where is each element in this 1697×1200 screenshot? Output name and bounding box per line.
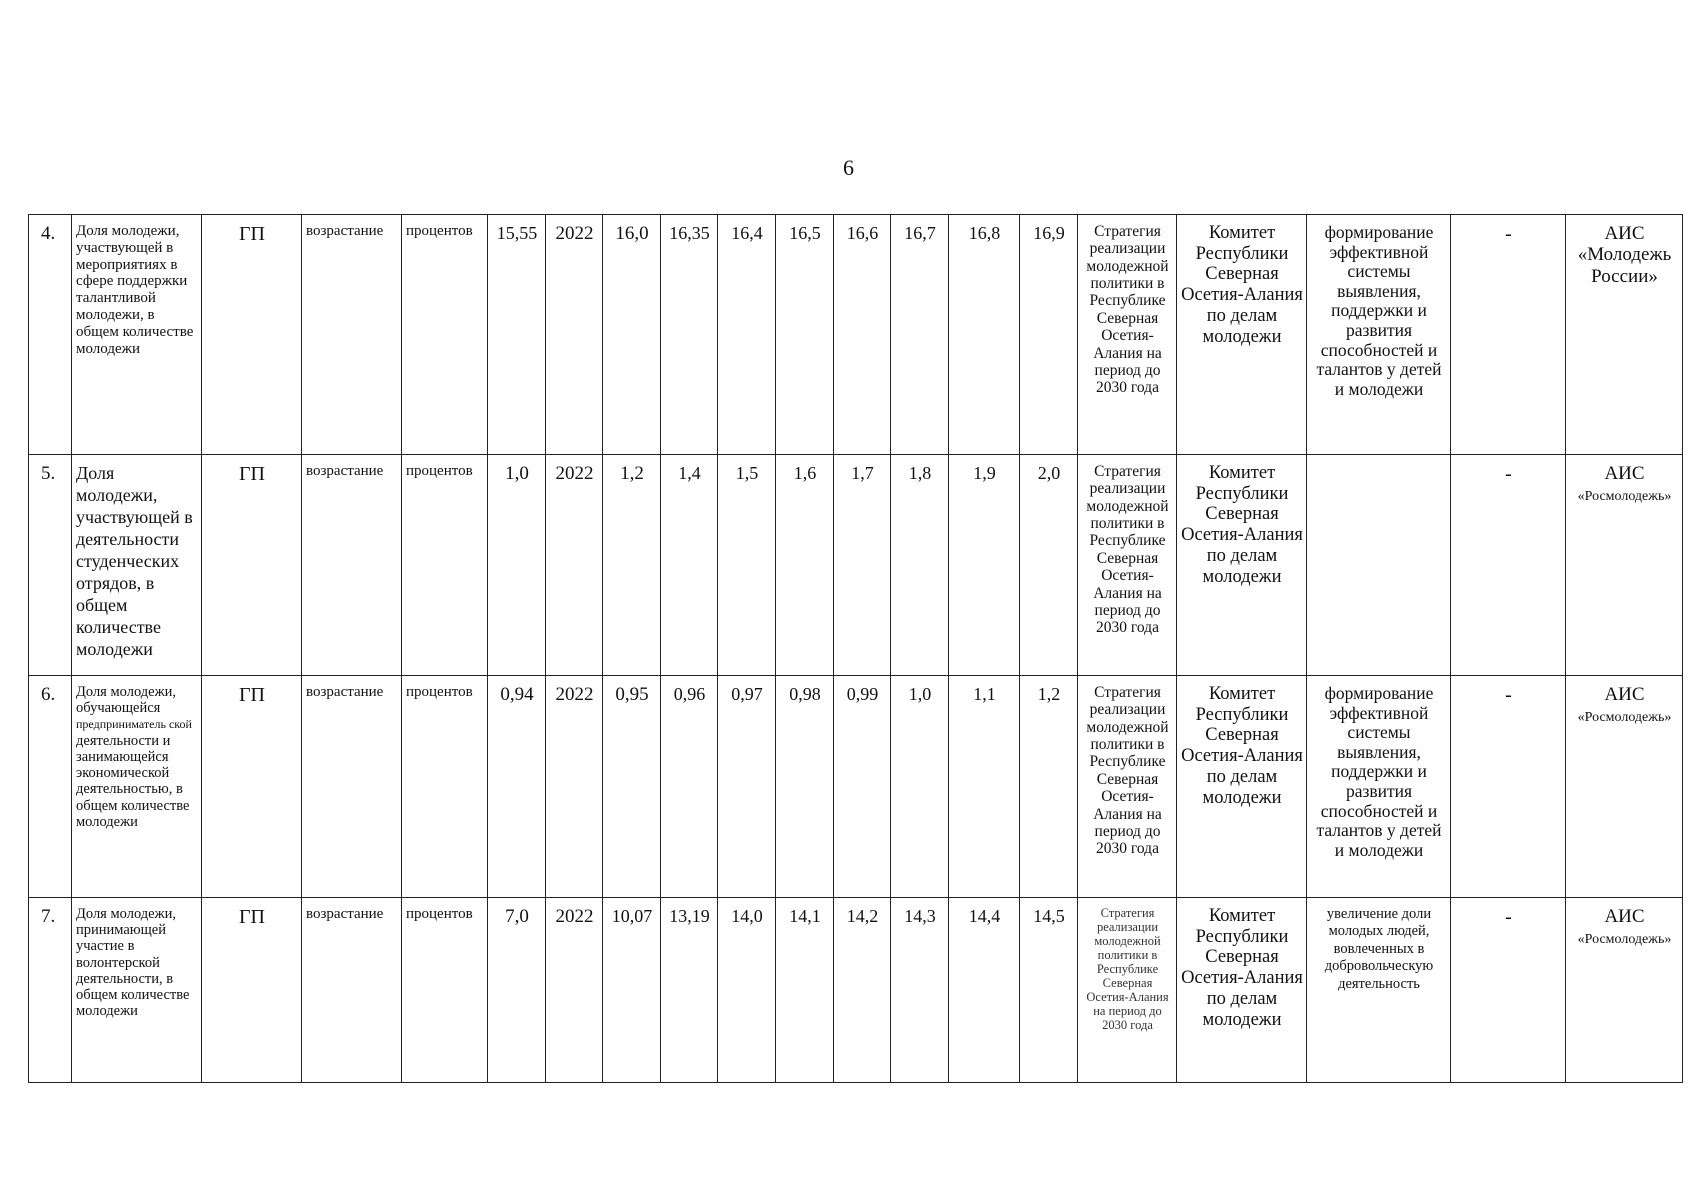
year-value: 0,95 [603, 676, 661, 898]
indicator-level: ГП [202, 676, 302, 898]
base-value: 7,0 [488, 898, 546, 1083]
row-number: 4. [29, 215, 72, 455]
indicator-name-part: предприниматель ской [76, 717, 192, 732]
base-year: 2022 [546, 215, 603, 455]
base-year: 2022 [546, 455, 603, 676]
information-system [1566, 898, 1683, 1083]
responsible-body: Комитет Республики Северная Осетия-Алания по делам молодежи [1177, 215, 1307, 455]
information-system [1566, 676, 1683, 898]
year-value: 0,96 [661, 676, 718, 898]
year-value: 16,0 [603, 215, 661, 455]
year-value: 16,35 [661, 215, 718, 455]
table-row [29, 215, 1683, 455]
row-number: 6. [29, 676, 72, 898]
indicator-unit: процентов [402, 676, 488, 898]
year-value: 16,8 [949, 215, 1020, 455]
system-line1: АИС [1604, 463, 1645, 484]
year-value: 14,5 [1020, 898, 1078, 1083]
year-value: 16,7 [891, 215, 949, 455]
year-value: 16,5 [776, 215, 834, 455]
year-value: 1,0 [891, 676, 949, 898]
year-value: 2,0 [1020, 455, 1078, 676]
base-value: 0,94 [488, 676, 546, 898]
year-value: 1,8 [891, 455, 949, 676]
indicator-name: Доля молодежи, принимающей участие в волонтерской деятельности, в общем количестве молодежи [72, 898, 202, 1083]
indicator-unit: процентов [402, 215, 488, 455]
row-number: 5. [29, 455, 72, 676]
indicator-trend: возрастание [302, 676, 402, 898]
year-value: 14,3 [891, 898, 949, 1083]
year-value: 0,98 [776, 676, 834, 898]
strategy-document: Стратегия реализации молодежной политики в Республике Северная Осетия-Алания на период до 2030 года [1078, 455, 1177, 676]
base-year: 2022 [546, 898, 603, 1083]
system-line1: АИС [1604, 906, 1645, 927]
responsible-body: Комитет Республики Северная Осетия-Алания по делам молодежи [1177, 676, 1307, 898]
national-goal: формирование эффективной системы выявления, поддержки и развития способностей и талантов у детей и молодежи [1307, 215, 1451, 455]
system-line2: «Росмолодежь» [1577, 710, 1672, 726]
year-value: 14,4 [949, 898, 1020, 1083]
information-system [1566, 455, 1683, 676]
responsible-body: Комитет Республики Северная Осетия-Алания по делам молодежи [1177, 455, 1307, 676]
system-line1: АИС [1604, 684, 1645, 705]
indicator-level: ГП [202, 898, 302, 1083]
year-value: 1,2 [1020, 676, 1078, 898]
year-value: 14,0 [718, 898, 776, 1083]
strategy-document: Стратегия реализации молодежной политики в Республике Северная Осетия-Алания на период до 2030 года [1078, 898, 1177, 1083]
year-value: 1,5 [718, 455, 776, 676]
indicator-trend: возрастание [302, 898, 402, 1083]
link-indicator: - [1451, 898, 1566, 1083]
year-value: 1,2 [603, 455, 661, 676]
year-value: 1,7 [834, 455, 891, 676]
system-line2: «Росмолодежь» [1577, 489, 1672, 505]
information-system [1566, 215, 1683, 455]
year-value: 16,6 [834, 215, 891, 455]
year-value: 1,6 [776, 455, 834, 676]
link-indicator: - [1451, 455, 1566, 676]
indicators-table [28, 214, 1683, 1083]
indicator-unit: процентов [402, 455, 488, 676]
base-year: 2022 [546, 676, 603, 898]
strategy-document: Стратегия реализации молодежной политики в Республике Северная Осетия-Алания на период до 2030 года [1078, 215, 1177, 455]
row-number: 7. [29, 898, 72, 1083]
table-row [29, 455, 1683, 676]
year-value: 13,19 [661, 898, 718, 1083]
year-value: 10,07 [603, 898, 661, 1083]
page-number: 6 [843, 155, 854, 180]
system-line2: «Молодежь России» [1577, 244, 1672, 287]
system-line1: АИС [1604, 223, 1645, 244]
indicator-name [72, 676, 202, 898]
year-value: 14,2 [834, 898, 891, 1083]
link-indicator: - [1451, 215, 1566, 455]
year-value: 0,97 [718, 676, 776, 898]
indicator-name: Доля молодежи, участвующей в мероприятиях в сфере поддержки талантливой молодежи, в общем количестве молодежи [72, 215, 202, 455]
base-value: 15,55 [488, 215, 546, 455]
indicator-level: ГП [202, 455, 302, 676]
national-goal: увеличение доли молодых людей, вовлеченных в добровольческую деятельность [1307, 898, 1451, 1083]
year-value: 1,4 [661, 455, 718, 676]
year-value: 16,9 [1020, 215, 1078, 455]
national-goal: формирование эффективной системы выявления, поддержки и развития способностей и талантов у детей и молодежи [1307, 676, 1451, 898]
indicator-name: Доля молодежи, участвующей в деятельности студенческих отрядов, в общем количестве молодежи [72, 455, 202, 676]
indicator-level: ГП [202, 215, 302, 455]
indicator-trend: возрастание [302, 455, 402, 676]
indicator-name-part: деятельности и занимающейся экономической деятельностью, в общем количестве молодежи [76, 732, 190, 830]
year-value: 1,1 [949, 676, 1020, 898]
year-value: 14,1 [776, 898, 834, 1083]
table-row [29, 898, 1683, 1083]
base-value: 1,0 [488, 455, 546, 676]
system-line2: «Росмолодежь» [1577, 932, 1672, 948]
national-goal [1307, 455, 1451, 676]
strategy-document: Стратегия реализации молодежной политики в Республике Северная Осетия-Алания на период до 2030 года [1078, 676, 1177, 898]
indicator-unit: процентов [402, 898, 488, 1083]
indicator-name-part: Доля молодежи, обучающейся [76, 684, 176, 717]
year-value: 1,9 [949, 455, 1020, 676]
year-value: 16,4 [718, 215, 776, 455]
link-indicator: - [1451, 676, 1566, 898]
table-row [29, 676, 1683, 898]
indicator-trend: возрастание [302, 215, 402, 455]
year-value: 0,99 [834, 676, 891, 898]
responsible-body: Комитет Республики Северная Осетия-Алания по делам молодежи [1177, 898, 1307, 1083]
